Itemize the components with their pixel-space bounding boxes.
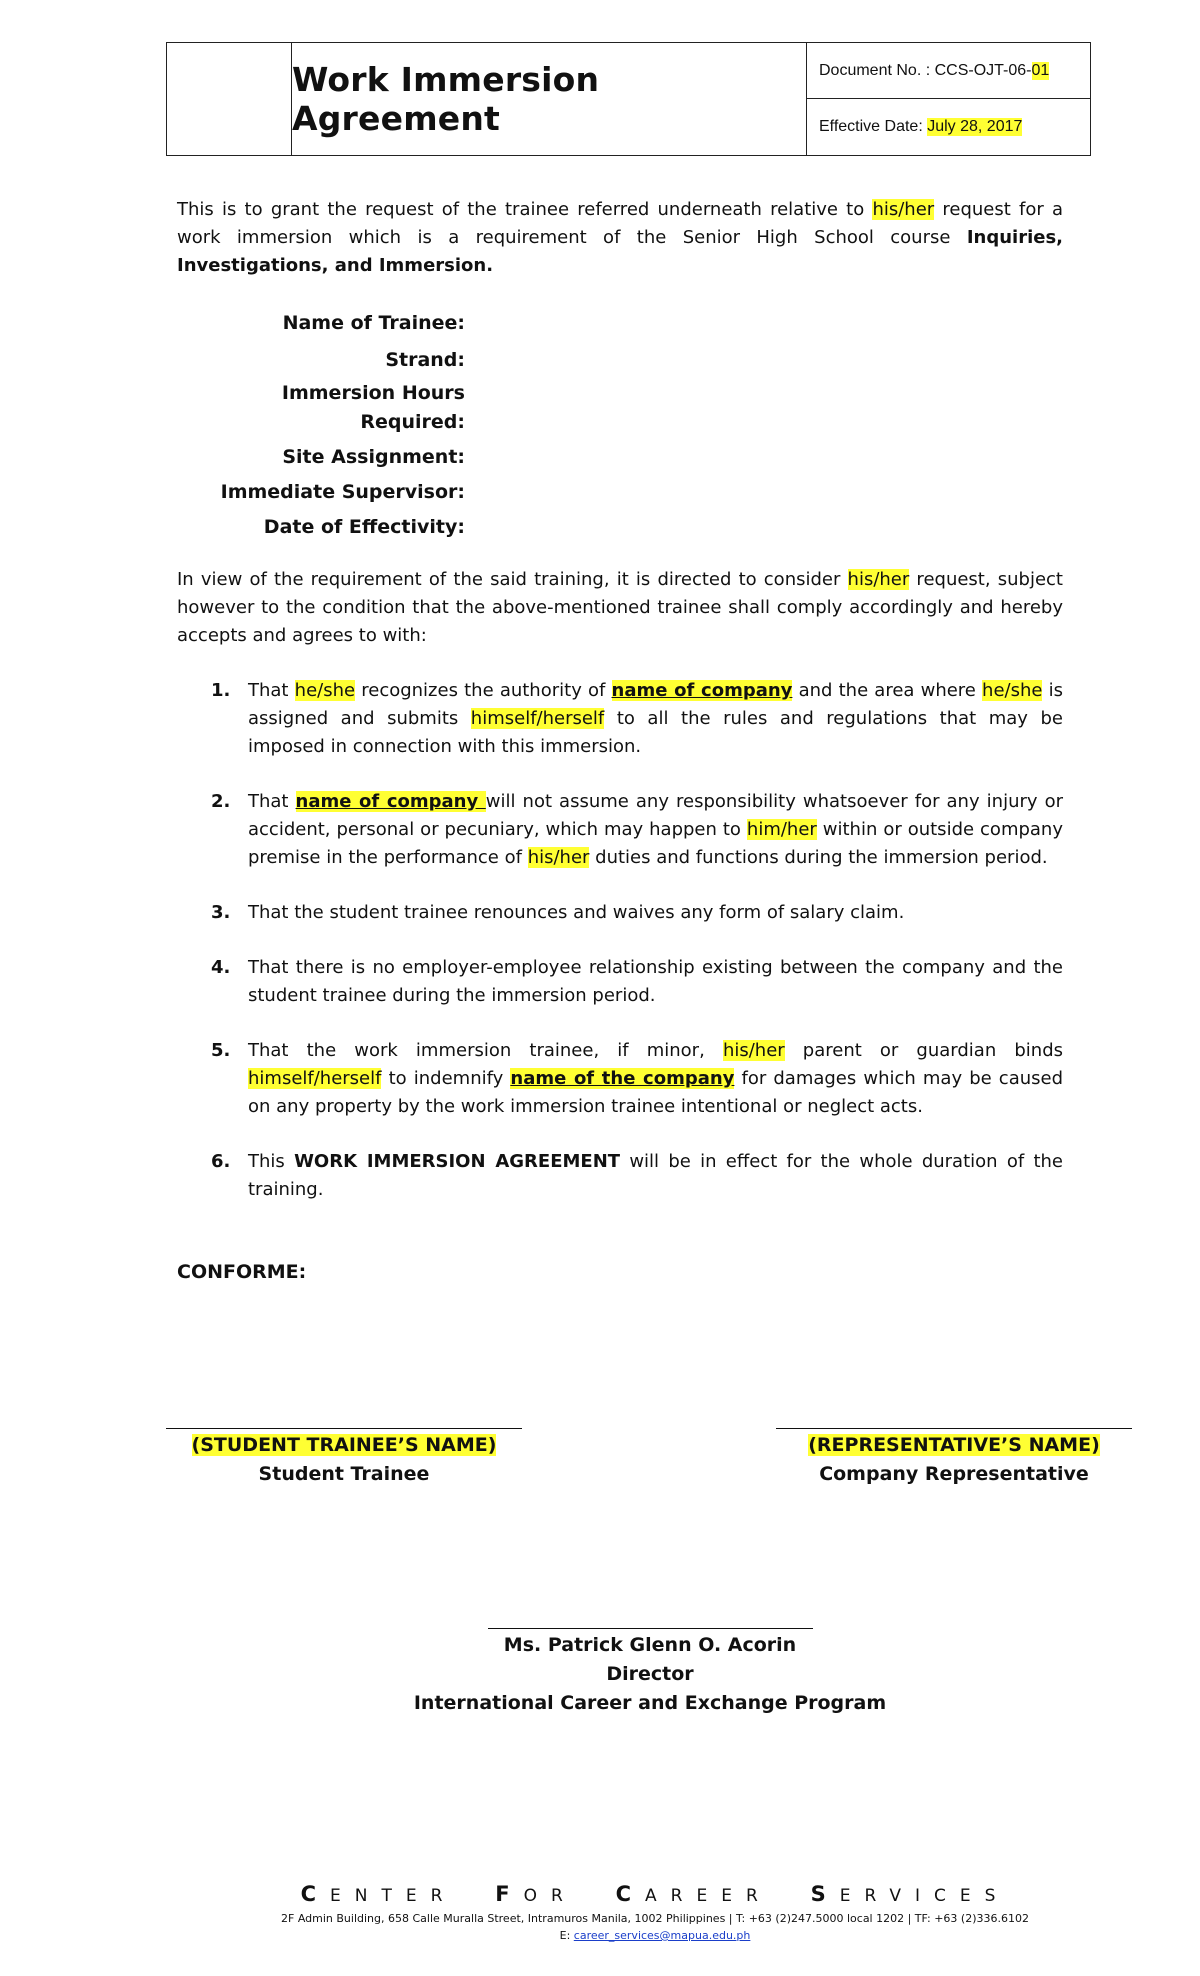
intro-text: This is to grant the request of the trainee referred underneath relative to [177,199,873,220]
document-number-revision: 01 [1031,61,1050,79]
course-name: Inquiries, Investigations, and Immersion. [177,227,1063,276]
conditions-paragraph [177,566,1063,650]
document-header-table [166,42,1091,156]
document-number [807,43,1090,99]
placeholder-company-name: name of the company [510,1068,735,1089]
term-text: That [248,791,296,812]
placeholder-him-her: him/her [746,819,817,840]
field-site-assignment: Site Assignment: [282,446,465,468]
footer-word: ERVICES [839,1886,1010,1906]
director-name: Ms. Patrick Glenn O. Acorin [503,1634,797,1656]
effective-date [807,99,1090,155]
term-text: That the work immersion trainee, if minor, [248,1040,723,1061]
footer-initial: S [810,1882,840,1906]
list-item [177,1037,1063,1121]
term-text: is assigned and submits [248,680,1064,729]
term-text: for damages which may be caused on any property by the work immersion trainee intentional or neglect acts. [248,1068,1064,1117]
trainee-fields [177,309,465,542]
director-title: Director [606,1663,694,1685]
intro-text: request for a work immersion which is a requirement of the Senior High School course [177,199,1063,248]
term-text: to all the rules and regulations that may be imposed in connection with this immersion. [248,708,1063,757]
effective-date-label: Effective Date: [819,118,923,135]
placeholder-company-name: name of company [295,791,486,812]
list-item-number: 1. [211,680,231,701]
agreement-terms-list [177,677,1063,1231]
field-immersion-hours: Immersion Hours [281,382,465,404]
conditions-text: In view of the requirement of the said training, it is directed to consider [177,569,848,590]
signature-line [166,1428,522,1429]
list-item [177,1148,1063,1204]
representative-signature-block [776,1428,1132,1489]
director-program: International Career and Exchange Program [413,1692,887,1714]
agreement-name: WORK IMMERSION AGREEMENT [294,1151,621,1172]
signature-line [776,1428,1132,1429]
footer-initial: C [615,1882,646,1906]
director-signature-block [400,1628,900,1718]
list-item-number: 2. [211,791,231,812]
placeholder-himself-herself: himself/herself [248,1068,382,1089]
student-signature-block [166,1428,522,1489]
intro-paragraph [177,196,1063,280]
placeholder-he-she: he/she [294,680,356,701]
footer-word: AREER [645,1886,772,1906]
meta-cell [807,43,1090,155]
student-role: Student Trainee [258,1463,430,1485]
term-text: recognizes the authority of [355,680,612,701]
list-item-number: 6. [211,1151,231,1172]
footer-email-link[interactable]: career_services@mapua.edu.ph [573,1929,751,1942]
document-number-label: Document No. : CCS-OJT-06- [819,61,1032,79]
field-date-of-effectivity: Date of Effectivity: [263,516,465,538]
footer-word: OR [523,1886,577,1906]
placeholder-his-her: his/her [722,1040,785,1061]
term-text: and the area where [792,680,983,701]
term-text: to indemnify [381,1068,511,1089]
term-text: That [248,680,295,701]
signature-line [488,1628,813,1629]
term-text: duties and functions during the immersion period. [589,847,1048,868]
list-item [177,899,1063,927]
list-item [177,954,1063,1010]
list-item-number: 3. [211,902,231,923]
placeholder-himself-herself: himself/herself [470,708,605,729]
footer-email-line [0,1929,1200,1942]
field-strand: Strand: [385,349,465,371]
field-name-of-trainee: Name of Trainee: [282,312,465,334]
title-cell [292,43,807,155]
footer-word: ENTER [330,1886,457,1906]
term-text: parent or guardian binds [784,1040,1063,1061]
term-text: within or outside company premise in the performance of [248,819,1063,868]
list-item-number: 5. [211,1040,231,1061]
placeholder-he-she: he/she [982,680,1043,701]
term-text: That the student trainee renounces and waives any form of salary claim. [248,902,905,923]
list-item-number: 4. [211,957,231,978]
placeholder-his-her: his/her [847,569,910,590]
term-text: This [248,1151,295,1172]
representative-role: Company Representative [819,1463,1089,1485]
representative-name-placeholder: (REPRESENTATIVE’S NAME) [808,1434,1100,1456]
footer-email-label: E: [559,1929,574,1942]
placeholder-his-her: his/her [527,847,590,868]
list-item [177,677,1063,761]
conforme-label: CONFORME: [177,1261,307,1283]
field-immersion-hours-required: Required: [360,411,465,433]
document-title: Work Immersion Agreement [292,60,600,138]
field-immediate-supervisor: Immediate Supervisor: [220,481,465,503]
effective-date-value: July 28, 2017 [927,118,1023,135]
list-item [177,788,1063,872]
footer-address: 2F Admin Building, 658 Calle Muralla Street, Intramuros Manila, 1002 Philippines | T: +63 (2)247.5000 local 1202 | TF: +63 (2)336.6102 [281,1912,1029,1925]
footer-initial: C [300,1882,331,1906]
term-text: will not assume any responsibility whatsoever for any injury or accident, personal or pecuniary, which may happen to [248,791,1063,840]
logo-cell [167,43,292,155]
term-text: will be in effect for the whole duration of the training. [248,1151,1063,1200]
placeholder-his-her: his/her [872,199,935,220]
footer-office-name [0,1882,1200,1906]
conditions-text: request, subject however to the condition that the above-mentioned trainee shall comply accordingly and hereby accepts and agrees to with: [177,569,1063,646]
footer-initial: F [495,1882,524,1906]
student-name-placeholder: (STUDENT TRAINEE’S NAME) [191,1434,497,1456]
term-text: That there is no employer-employee relationship existing between the company and the student trainee during the immersion period. [248,957,1063,1006]
placeholder-company-name: name of company [611,680,793,701]
